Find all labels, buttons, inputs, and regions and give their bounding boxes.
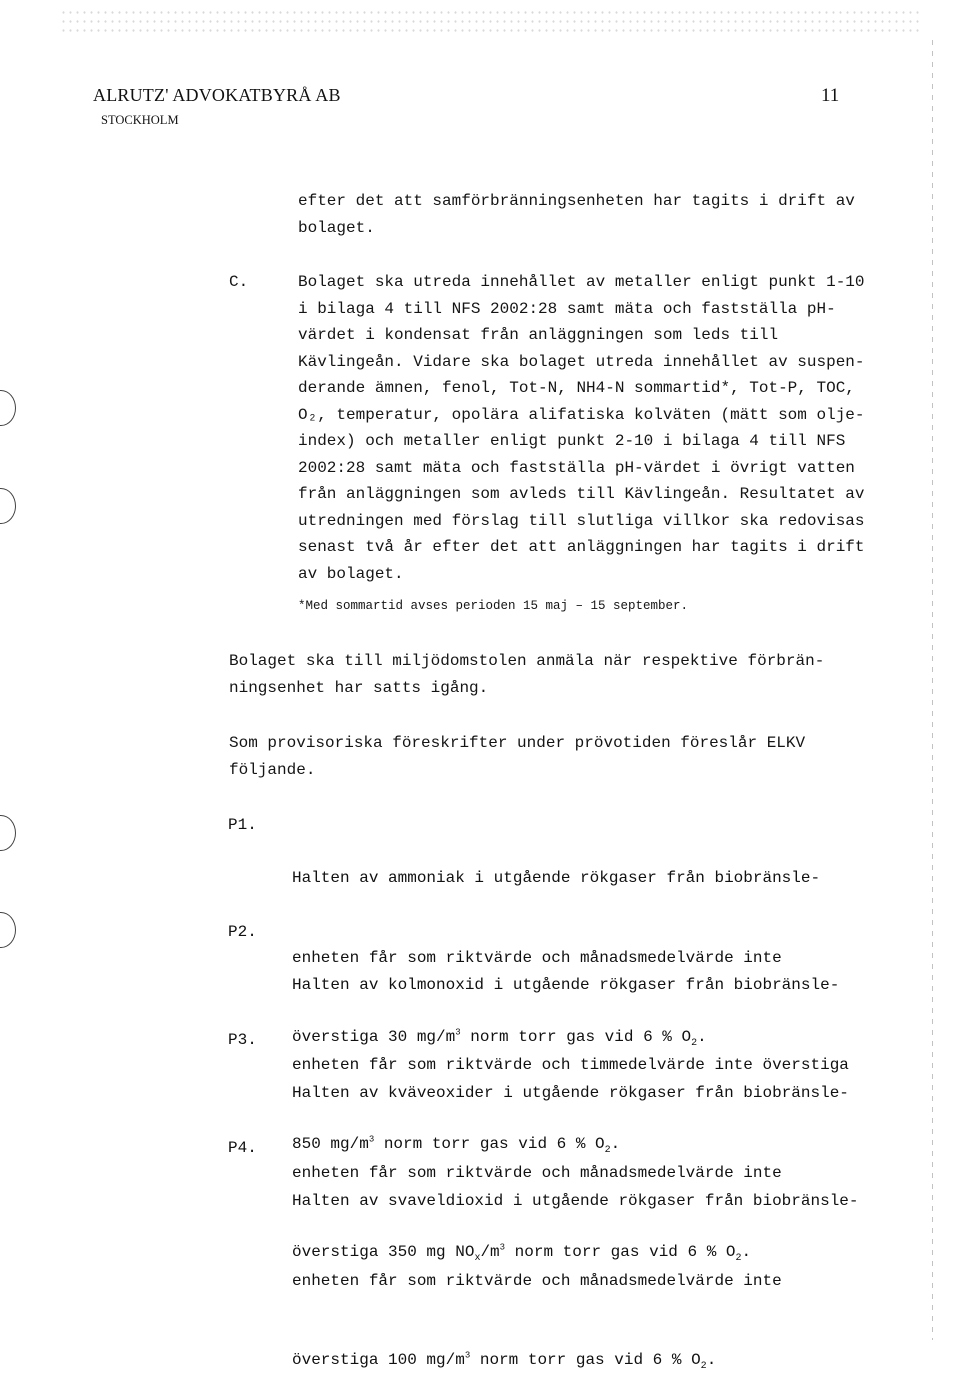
section-c-body: Bolaget ska utreda innehållet av metaller enligt punkt 1-10 i bilaga 4 till NFS 2002:28 samt mäta och fastställa pH- värdet i kondensat från anläggningen som leds till Kävlingeån. Vidare ska bolaget utreda innehållet av suspen- derande ämnen, fenol, Tot-N, NH4-N sommartid*, Tot-P, TOC, O₂, temperatur, opolära alifatiska kolväten (mätt som olje- index) och metaller enligt punkt 2-10 i bilaga 4 till NFS 2002:28 samt mäta och fastställa pH-värdet i övrigt vatten från anläggningen som avleds till Kävlingeån. Resultatet av utredningen med förslag till slutliga villkor ska redovisas senast två år efter det att anläggningen har tagits i drift av bolaget.	[298, 273, 865, 583]
item-line: överstiga 30 $mg/m^3$ norm torr gas vid 6 % $O_2$.	[292, 1027, 707, 1050]
item-line: 850 $mg/m^3$ norm torr gas vid 6 % $O_2$.	[292, 1134, 621, 1157]
punch-hole-icon	[0, 390, 16, 426]
item-line: Halten av svaveldioxid i utgående rökgaser från biobränsle-	[292, 1192, 859, 1210]
item-line: Halten av ammoniak i utgående rökgaser från biobränsle-	[292, 869, 821, 887]
item-line: enheten får som riktvärde och månadsmedelvärde inte	[292, 1163, 782, 1182]
item-line: enheten får som riktvärde och timmedelvärde inte överstiga	[292, 1055, 849, 1074]
item-p4-body	[292, 1135, 859, 1400]
firm-name: ALRUTZ' ADVOKATBYRÅ AB	[93, 85, 341, 105]
scan-noise-top	[60, 8, 920, 34]
paragraph-provisional: Som provisoriska föreskrifter under prövotiden föreslår ELKV följande.	[229, 734, 806, 779]
punch-hole-icon	[0, 815, 16, 851]
paragraph-notification: Bolaget ska till miljödomstolen anmäla när respektive förbrän- ningsenhet har satts igång.	[229, 652, 825, 697]
item-line: Halten av kolmonoxid i utgående rökgaser från biobränsle-	[292, 976, 840, 994]
item-p4-label: P4.	[228, 1139, 257, 1157]
intro-paragraph: efter det att samförbränningsenheten har tagits i drift av bolaget.	[298, 192, 855, 237]
item-line: enheten får som riktvärde och månadsmedelvärde inte	[292, 948, 782, 967]
section-c-label: C.	[229, 273, 249, 291]
item-line: överstiga 350 mg $NO_x/m^3$ norm torr gas vid 6 % $O_2$.	[292, 1242, 752, 1265]
item-line: överstiga 100 $mg/m^3$ norm torr gas vid 6 % $O_2$.	[292, 1350, 717, 1373]
item-p2-label: P2.	[228, 923, 257, 941]
punch-hole-icon	[0, 488, 16, 524]
firm-city: STOCKHOLM	[101, 113, 179, 127]
item-p1-label: P1.	[228, 816, 257, 834]
item-p3-label: P3.	[228, 1031, 257, 1049]
page-number: 11	[821, 85, 840, 106]
footnote: *Med sommartid avses perioden 15 maj – 15 september.	[298, 599, 689, 613]
scan-edge-line	[932, 40, 933, 1340]
item-line: Halten av kväveoxider i utgående rökgaser från biobränsle-	[292, 1084, 849, 1102]
punch-hole-icon	[0, 912, 16, 948]
item-line: enheten får som riktvärde och månadsmedelvärde inte	[292, 1271, 782, 1290]
